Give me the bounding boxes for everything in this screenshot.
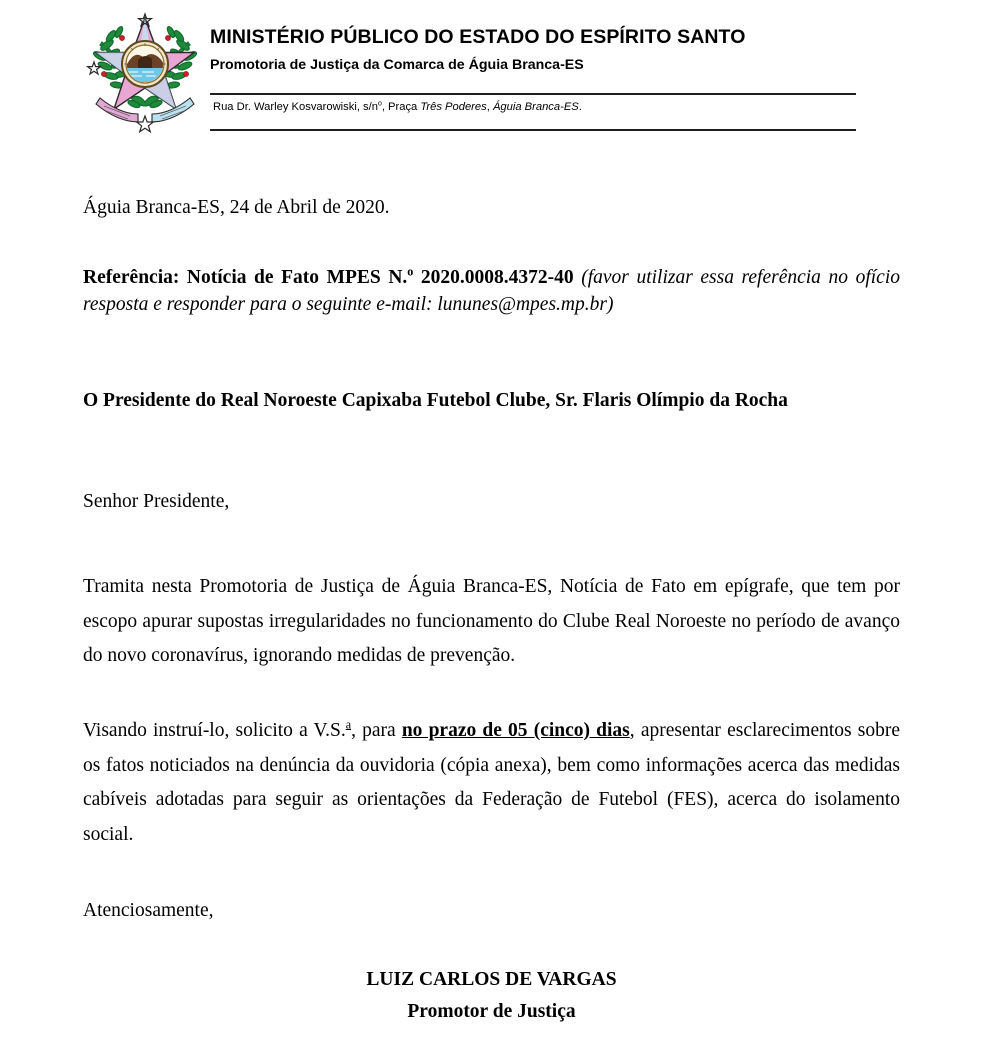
reference-degree-sign: o [407,264,414,278]
espirito-santo-coat-of-arms-icon [86,12,204,136]
reference-label: Referência: Notícia de Fato MPES N. [83,266,408,288]
reference-line [83,264,900,319]
letterhead-divider-bottom [210,129,856,131]
letterhead-divider-top [210,93,856,95]
address-square: Três Poderes [420,101,487,113]
deadline-emphasis: no prazo de 05 (cinco) dias [401,719,630,741]
degree-sign: o [377,100,382,108]
reference-note-part-1: (favor utilizar essa referência no [573,266,848,288]
address-suffix: . [578,101,582,113]
address-city: Águia Branca-ES [492,101,579,113]
closing-line: Atenciosamente, [83,899,214,921]
signatory-role: Promotor de Justiça [407,1001,576,1023]
paragraph-2-after: , apresentar esclarecimentos sobre os fatos noticiados na denúncia da ouvidoria (cópia anexa), bem como informações acerca das medidas cabíveis adotadas para seguir as orientações da Federação de Futebol (FES), acerca do isolamento social. [83,719,900,846]
document-body [83,190,900,920]
letterhead-address [213,100,582,115]
address-middle: , Praça [381,101,421,113]
organization-unit: Promotoria de Justiça da Comarca de Águia Branca-ES [210,57,584,74]
reference-number: 2020.0008.4372-40 [413,266,574,288]
letterhead [0,0,984,150]
reference-note-part-2: ofício resposta e responder para o seguinte e-mail: lununes@mpes.mp.br) [83,266,900,316]
addressee-line: O Presidente do Real Noroeste Capixaba Futebol Clube, Sr. Flaris Olímpio da Rocha [83,389,788,411]
body-paragraph-1: Tramita nesta Promotoria de Justiça de Águia Branca-ES, Notícia de Fato em epígrafe, que tem por escopo apurar supostas irregularidades no funcionamento do Clube Real Noroeste no período de avanço do novo coronavírus, ignorando medidas de prevenção. [83,575,900,667]
body-paragraph-2 [83,714,900,853]
signature-block [83,968,900,1024]
paragraph-2-before: Visando instruí-lo, solicito a V.S. [83,719,346,741]
paragraph-2-middle: , para [351,719,402,741]
address-street: Rua Dr. Warley Kosvarowiski, s/n [213,101,378,113]
address-separator: , [486,101,493,113]
letterhead-text [210,26,856,74]
signatory-name: LUIZ CARLOS DE VARGAS [366,969,617,990]
salutation: Senhor Presidente, [83,491,230,513]
date-line: Águia Branca-ES, 24 de Abril de 2020. [83,197,390,218]
feminine-ordinal-indicator: a [345,717,352,732]
organization-name: MINISTÉRIO PÚBLICO DO ESTADO DO ESPÍRITO SANTO [210,26,746,48]
